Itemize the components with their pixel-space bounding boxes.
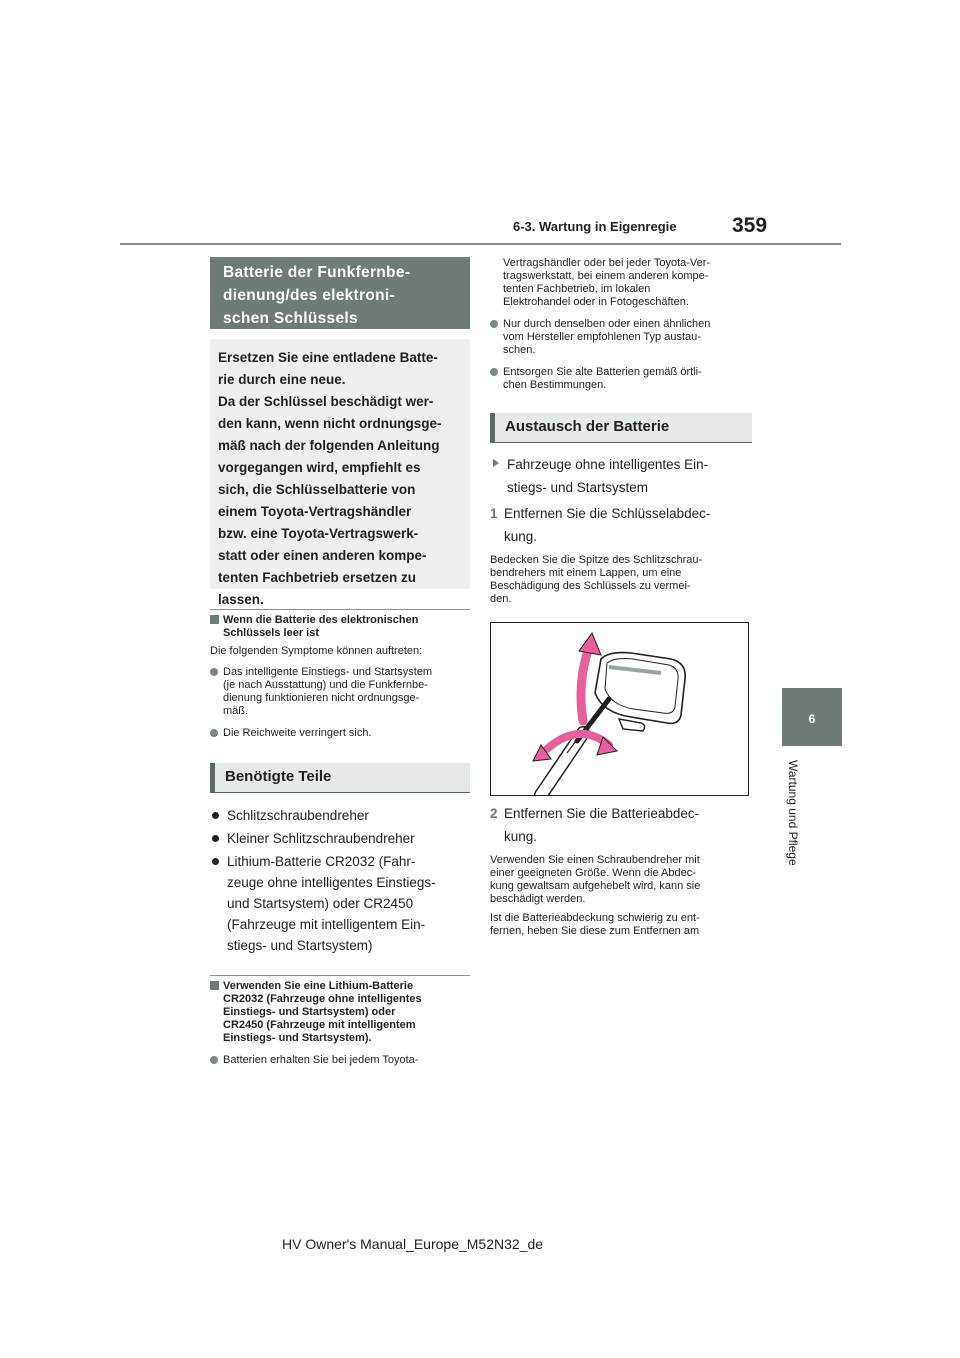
intro-line: Da der Schlüssel beschädigt wer- [218,394,434,409]
parts-heading: Benötigte Teile [210,763,470,793]
description-line: fernen, heben Sie diese zum Entfernen am [490,925,700,937]
parts-item-line: Lithium-Batterie CR2032 (Fahr- [227,854,416,869]
note-title-line: Verwenden Sie eine Lithium-Batterie [223,980,414,992]
continued-line: Elektrohandel oder in Fotogeschäften. [503,296,689,308]
intro-line: rie durch eine neue. [218,372,346,387]
parts-item [210,851,470,956]
replace-heading: Austausch der Batterie [490,413,752,443]
parts-item-line: und Startsystem) oder CR2450 [227,896,414,911]
note-bullet [210,1054,470,1067]
note-bullet-line: mäß. [223,705,249,717]
description-line: Verwenden Sie einen Schraubendreher mit [490,854,700,866]
note-title-line: Schlüssels leer ist [223,627,319,639]
description-line: Ist die Batterieabdeckung schwierig zu ent- [490,912,700,924]
intro-line: einem Toyota-Vertragshändler [218,504,412,519]
parts-item [210,828,470,849]
vehicle-type [490,453,752,499]
note-title-battery-type [210,980,470,1045]
vehicle-type-line: Fahrzeuge ohne intelligentes Ein- [507,457,709,472]
intro-line: mäß nach der folgenden Anleitung [218,438,440,453]
description-line: Beschädigung des Schlüssels zu vermei- [490,580,691,592]
note-bullet-line: Die Reichweite verringert sich. [223,727,372,739]
continued-text [490,257,752,309]
step-2-hint [490,912,752,938]
step-number: 1 [490,506,498,521]
intro-line: statt oder einen anderen kompe- [218,548,427,563]
left-column [210,257,470,1067]
parts-item-line: Schlitzschraubendreher [227,808,369,823]
intro-line: Ersetzen Sie eine entladene Batte- [218,350,438,365]
note-bullet-line: dienung funktionieren nicht ordnungsge- [223,692,420,704]
step-2-description [490,854,752,906]
main-heading-line: dienung/des elektroni- [223,287,395,304]
note-title-line: Wenn die Batterie des elektronischen [223,614,419,626]
page-number: 359 [732,214,768,237]
main-heading-line: schen Schlüssels [223,310,358,327]
step-1 [490,502,752,548]
continued-line: tragswerkstatt, bei einem anderen kompe- [503,270,709,282]
note-bullet-line: chen Bestimmungen. [503,379,607,391]
continued-line: Vertragshändler oder bei jeder Toyota-Ver- [503,257,711,269]
step-2 [490,802,752,848]
step-title-line: kung. [504,529,538,544]
description-line: kung gewaltsam aufgehebelt wird, kann sie [490,880,701,892]
key-body [595,653,685,724]
parts-item-line: Kleiner Schlitzschraubendreher [227,831,415,846]
main-heading [210,257,470,329]
note-bullet-line: Das intelligente Einstiegs- und Startsystem [223,666,433,678]
chapter-title-vertical [786,760,806,920]
chapter-title: Wartung und Pflege [786,760,800,866]
note-title-line: Einstiegs- und Startsystem) oder [223,1006,396,1018]
step-1-description [490,554,752,606]
note-bullet [490,366,752,392]
note-bullet-line: schen. [503,344,536,356]
note-bullet-line: (je nach Ausstattung) und die Funkfernbe- [223,679,428,691]
note-title-line: CR2032 (Fahrzeuge ohne intelligentes [223,993,422,1005]
intro-line: bzw. eine Toyota-Vertragswerk- [218,526,419,541]
parts-item-line: (Fahrzeuge mit intelligentem Ein- [227,917,426,932]
step-title-line: kung. [504,829,538,844]
description-line: den. [490,593,512,605]
note-bullet-line: Batterien erhalten Sie bei jedem Toyota- [223,1054,419,1066]
key-cover-drawing [491,623,749,796]
intro-line: tenten Fachbetrieb ersetzen zu [218,570,417,585]
vehicle-type-line: stiegs- und Startsystem [507,480,649,495]
description-line: bendrehers mit einem Lappen, um eine [490,567,682,579]
note-title-line: Einstiegs- und Startsystem). [223,1032,372,1044]
section-reference: 6-3. Wartung in Eigenregie [513,219,677,234]
note-bullet [490,318,752,357]
lift-arrow [581,647,589,721]
header-rule [120,243,841,245]
description-line: Bedecken Sie die Spitze des Schlitzschrau- [490,554,703,566]
continued-line: tenten Fachbetrieb, im lokalen [503,283,651,295]
parts-item-line: zeuge ohne intelligentes Einstiegs- [227,875,436,890]
intro-line: lassen. [218,592,264,607]
intro-line: den kann, wenn nicht ordnungsge- [218,416,442,431]
main-heading-line: Batterie der Funkfernbe- [223,264,411,281]
note-bullet [210,727,470,740]
note-text-line: Die folgenden Symptome können auftreten: [210,645,423,657]
note-rule [210,975,470,976]
note-bullet-line: vom Hersteller empfohlenen Typ austau- [503,331,701,343]
step-title-line: Entfernen Sie die Batterieabdec- [504,806,700,821]
key-base [619,719,645,731]
parts-item-line: stiegs- und Startsystem) [227,938,373,953]
step-title-line: Entfernen Sie die Schlüsselabdec- [504,506,711,521]
parts-item [210,805,470,826]
right-column [490,257,752,938]
note-title-empty-battery [210,614,470,640]
chapter-tab: 6 [782,688,842,746]
note-title-line: CR2450 (Fahrzeuge mit intelligentem [223,1019,416,1031]
key-cover-illustration [490,622,749,796]
step-number: 2 [490,806,498,821]
note-bullet-line: Nur durch denselben oder einen ähnlichen [503,318,711,330]
intro-line: vorgegangen wird, empfiehlt es [218,460,421,475]
description-line: beschädigt werden. [490,893,586,905]
intro-line: sich, die Schlüsselbatterie von [218,482,416,497]
description-line: einer geeigneten Größe. Wenn die Abdec- [490,867,696,879]
lift-arrow-head [579,633,601,655]
note-text [210,645,470,658]
intro-box [210,339,470,607]
note-bullet [210,666,470,718]
note-bullet-line: Entsorgen Sie alte Batterien gemäß örtli- [503,366,702,378]
footer-text: HV Owner's Manual_Europe_M52N32_de [282,1236,544,1252]
